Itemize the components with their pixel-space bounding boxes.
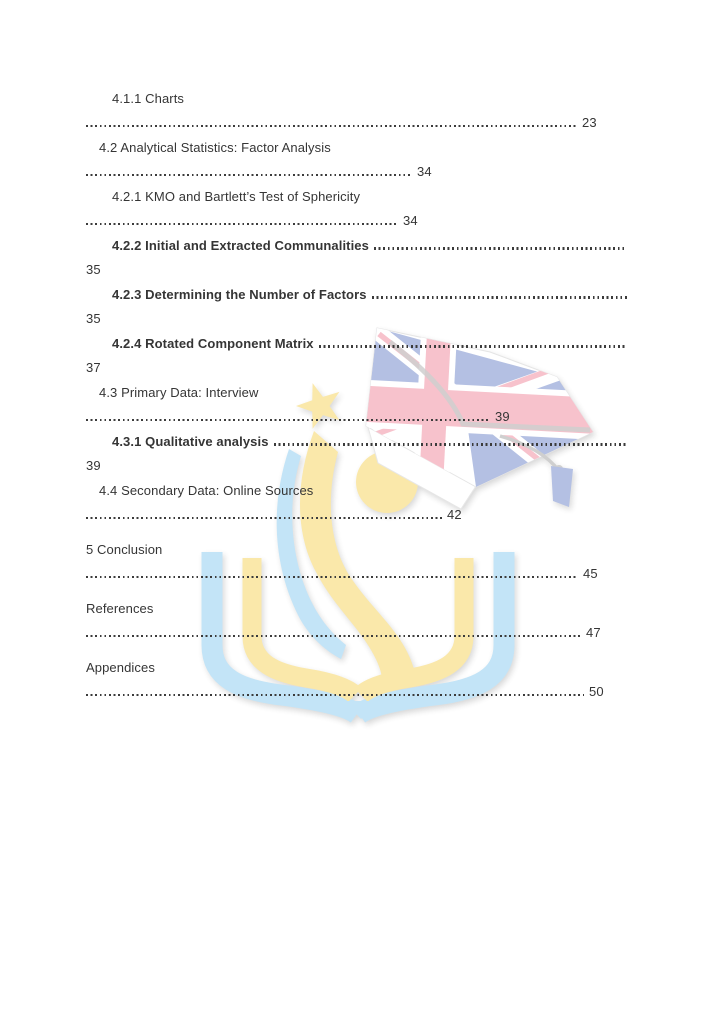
toc-entry-label: 4.3 Primary Data: Interview [99,384,259,400]
toc-leader-dots [86,576,578,578]
toc-wrapped-page-row [86,452,628,477]
toc-entry [86,378,628,403]
toc-leader-dots [319,345,627,347]
toc-entry-label: 4.2.3 Determining the Number of Factors [112,286,367,302]
toc-entry [86,427,628,452]
toc-page-number: 37 [86,360,101,375]
toc-entry [86,182,628,207]
toc-entry [86,594,628,619]
toc-page-number: 45 [583,566,598,581]
toc-leader-row [86,678,628,703]
toc-entry [86,84,628,109]
toc-leader-row [86,403,628,428]
toc-entry [86,133,628,158]
toc-leader-dots [86,125,577,127]
toc-page-number: 34 [403,213,418,228]
toc-entry-label: 5 Conclusion [86,541,163,557]
toc-leader-row [86,619,628,644]
toc-page-number: 42 [447,507,462,522]
toc-wrapped-page-row [86,354,628,379]
toc-entry-label: 4.2.2 Initial and Extracted Communalities [112,237,369,253]
table-of-contents [86,84,628,702]
toc-page-number: 35 [86,262,101,277]
toc-leader-dots [86,635,581,637]
toc-page-number: 35 [86,311,101,326]
toc-leader-row [86,158,628,183]
toc-entry [86,280,628,305]
toc-entry [86,476,628,501]
toc-leader-row [86,501,628,526]
toc-entry-label: 4.2.4 Rotated Component Matrix [112,335,314,351]
toc-page-number: 39 [495,409,510,424]
toc-entry-label: 4.2.1 KMO and Bartlett’s Test of Sphericity [112,188,361,204]
toc-entry-label: 4.1.1 Charts [112,90,185,106]
toc-leader-dots [86,517,442,519]
toc-leader-dots [86,419,490,421]
toc-leader-row [86,207,628,232]
toc-leader-row [86,560,628,585]
toc-leader-dots [372,296,627,298]
toc-leader-dots [374,247,627,249]
toc-leader-row [86,109,628,134]
toc-entry [86,231,628,256]
toc-page-number: 23 [582,115,597,130]
toc-entry [86,535,628,560]
toc-leader-dots [86,694,584,696]
toc-entry-label: 4.4 Secondary Data: Online Sources [99,482,314,498]
toc-page-number: 50 [589,684,604,699]
toc-wrapped-page-row [86,305,628,330]
toc-page-number: 39 [86,458,101,473]
toc-leader-dots [86,223,398,225]
toc-entry-label: Appendices [86,659,155,675]
toc-wrapped-page-row [86,256,628,281]
toc-page-number: 47 [586,625,601,640]
toc-entry [86,653,628,678]
toc-entry-label: References [86,600,154,616]
toc-leader-dots [274,443,627,445]
toc-page-number: 34 [417,164,432,179]
toc-entry [86,329,628,354]
toc-leader-dots [86,174,412,176]
toc-entry-label: 4.2 Analytical Statistics: Factor Analysis [99,139,331,155]
toc-entry-label: 4.3.1 Qualitative analysis [112,433,269,449]
